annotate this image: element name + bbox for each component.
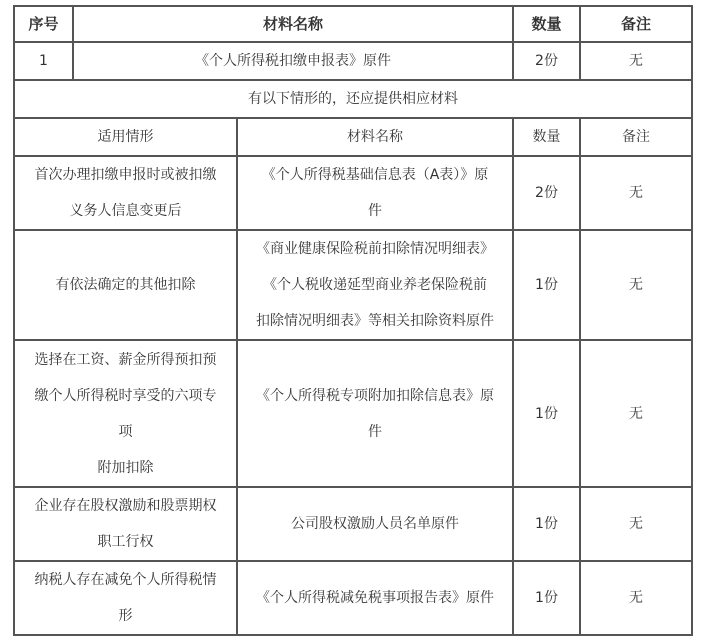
situation-cell xyxy=(15,488,238,560)
qty-cell: 1份 xyxy=(514,562,581,634)
situation-cell xyxy=(15,157,238,229)
qty-cell: 2份 xyxy=(514,157,581,229)
table-row xyxy=(13,341,693,488)
line: 《个人所得税专项附加扣除信息表》原 xyxy=(256,387,494,404)
line: 缴个人所得税时享受的六项专 xyxy=(34,387,217,404)
line: 件 xyxy=(368,203,382,219)
note-cell: 无 xyxy=(629,53,643,69)
name-cell: 《个人所得税扣缴申报表》原件 xyxy=(74,43,514,79)
materials-table xyxy=(13,5,693,636)
qty-cell: 1份 xyxy=(514,341,581,486)
header-seq: 序号 xyxy=(15,7,74,41)
table-row xyxy=(13,488,693,562)
seq-cell: 1 xyxy=(15,43,74,79)
note-cell: 无 xyxy=(629,590,643,606)
header-qty: 数量 xyxy=(514,7,581,41)
line: 附加扣除 xyxy=(97,459,154,476)
line: 纳税人存在减免个人所得税情 xyxy=(34,572,217,588)
name-cell xyxy=(238,341,514,486)
situation-cell xyxy=(15,341,238,486)
table-row xyxy=(13,157,693,231)
note-cell: 无 xyxy=(629,185,643,201)
qty-cell: 1份 xyxy=(514,488,581,560)
qty-cell: 2份 xyxy=(514,43,581,79)
line: 公司股权激励人员名单原件 xyxy=(291,516,459,532)
line: 《个人所得税基础信息表（A表）》原 xyxy=(261,167,489,183)
name-cell xyxy=(238,488,514,560)
section-title-row xyxy=(13,81,693,119)
line: 扣除情况明细表》等相关扣除资料原件 xyxy=(256,313,494,329)
name-cell xyxy=(238,562,514,634)
sub-header-note: 备注 xyxy=(622,129,650,145)
line: 《商业健康保险税前扣除情况明细表》 xyxy=(256,241,494,257)
table-row xyxy=(13,562,693,636)
line: 《个人所得税减免税事项报告表》原件 xyxy=(256,590,494,606)
line: 有依法确定的其他扣除 xyxy=(55,277,196,293)
sub-header-name: 材料名称 xyxy=(238,119,514,155)
header-note: 备注 xyxy=(620,15,651,33)
line: 首次办理扣缴申报时或被扣缴 xyxy=(34,167,217,183)
qty-cell: 1份 xyxy=(514,231,581,339)
line: 职工行权 xyxy=(97,534,154,550)
line: 《个人税收递延型商业养老保险税前 xyxy=(263,277,487,293)
header-name: 材料名称 xyxy=(74,7,514,41)
name-cell xyxy=(238,231,514,339)
note-cell: 无 xyxy=(629,405,643,422)
situation-cell xyxy=(15,562,238,634)
sub-header-row xyxy=(13,119,693,157)
situation-cell xyxy=(15,231,238,339)
sub-header-qty: 数量 xyxy=(514,119,581,155)
sub-header-situation: 适用情形 xyxy=(15,119,238,155)
line: 企业存在股权激励和股票期权 xyxy=(34,498,217,514)
note-cell: 无 xyxy=(629,277,643,293)
line: 形 xyxy=(118,608,133,624)
line: 义务人信息变更后 xyxy=(69,203,182,219)
section-title: 有以下情形的，还应提供相应材料 xyxy=(248,91,458,107)
table-row xyxy=(13,231,693,341)
line: 选择在工资、薪金所得预扣预 xyxy=(34,351,217,368)
table-header-row xyxy=(13,5,693,43)
line: 项 xyxy=(118,423,133,440)
note-cell: 无 xyxy=(629,516,643,532)
table-row xyxy=(13,43,693,81)
line: 件 xyxy=(368,423,382,440)
name-cell xyxy=(238,157,514,229)
